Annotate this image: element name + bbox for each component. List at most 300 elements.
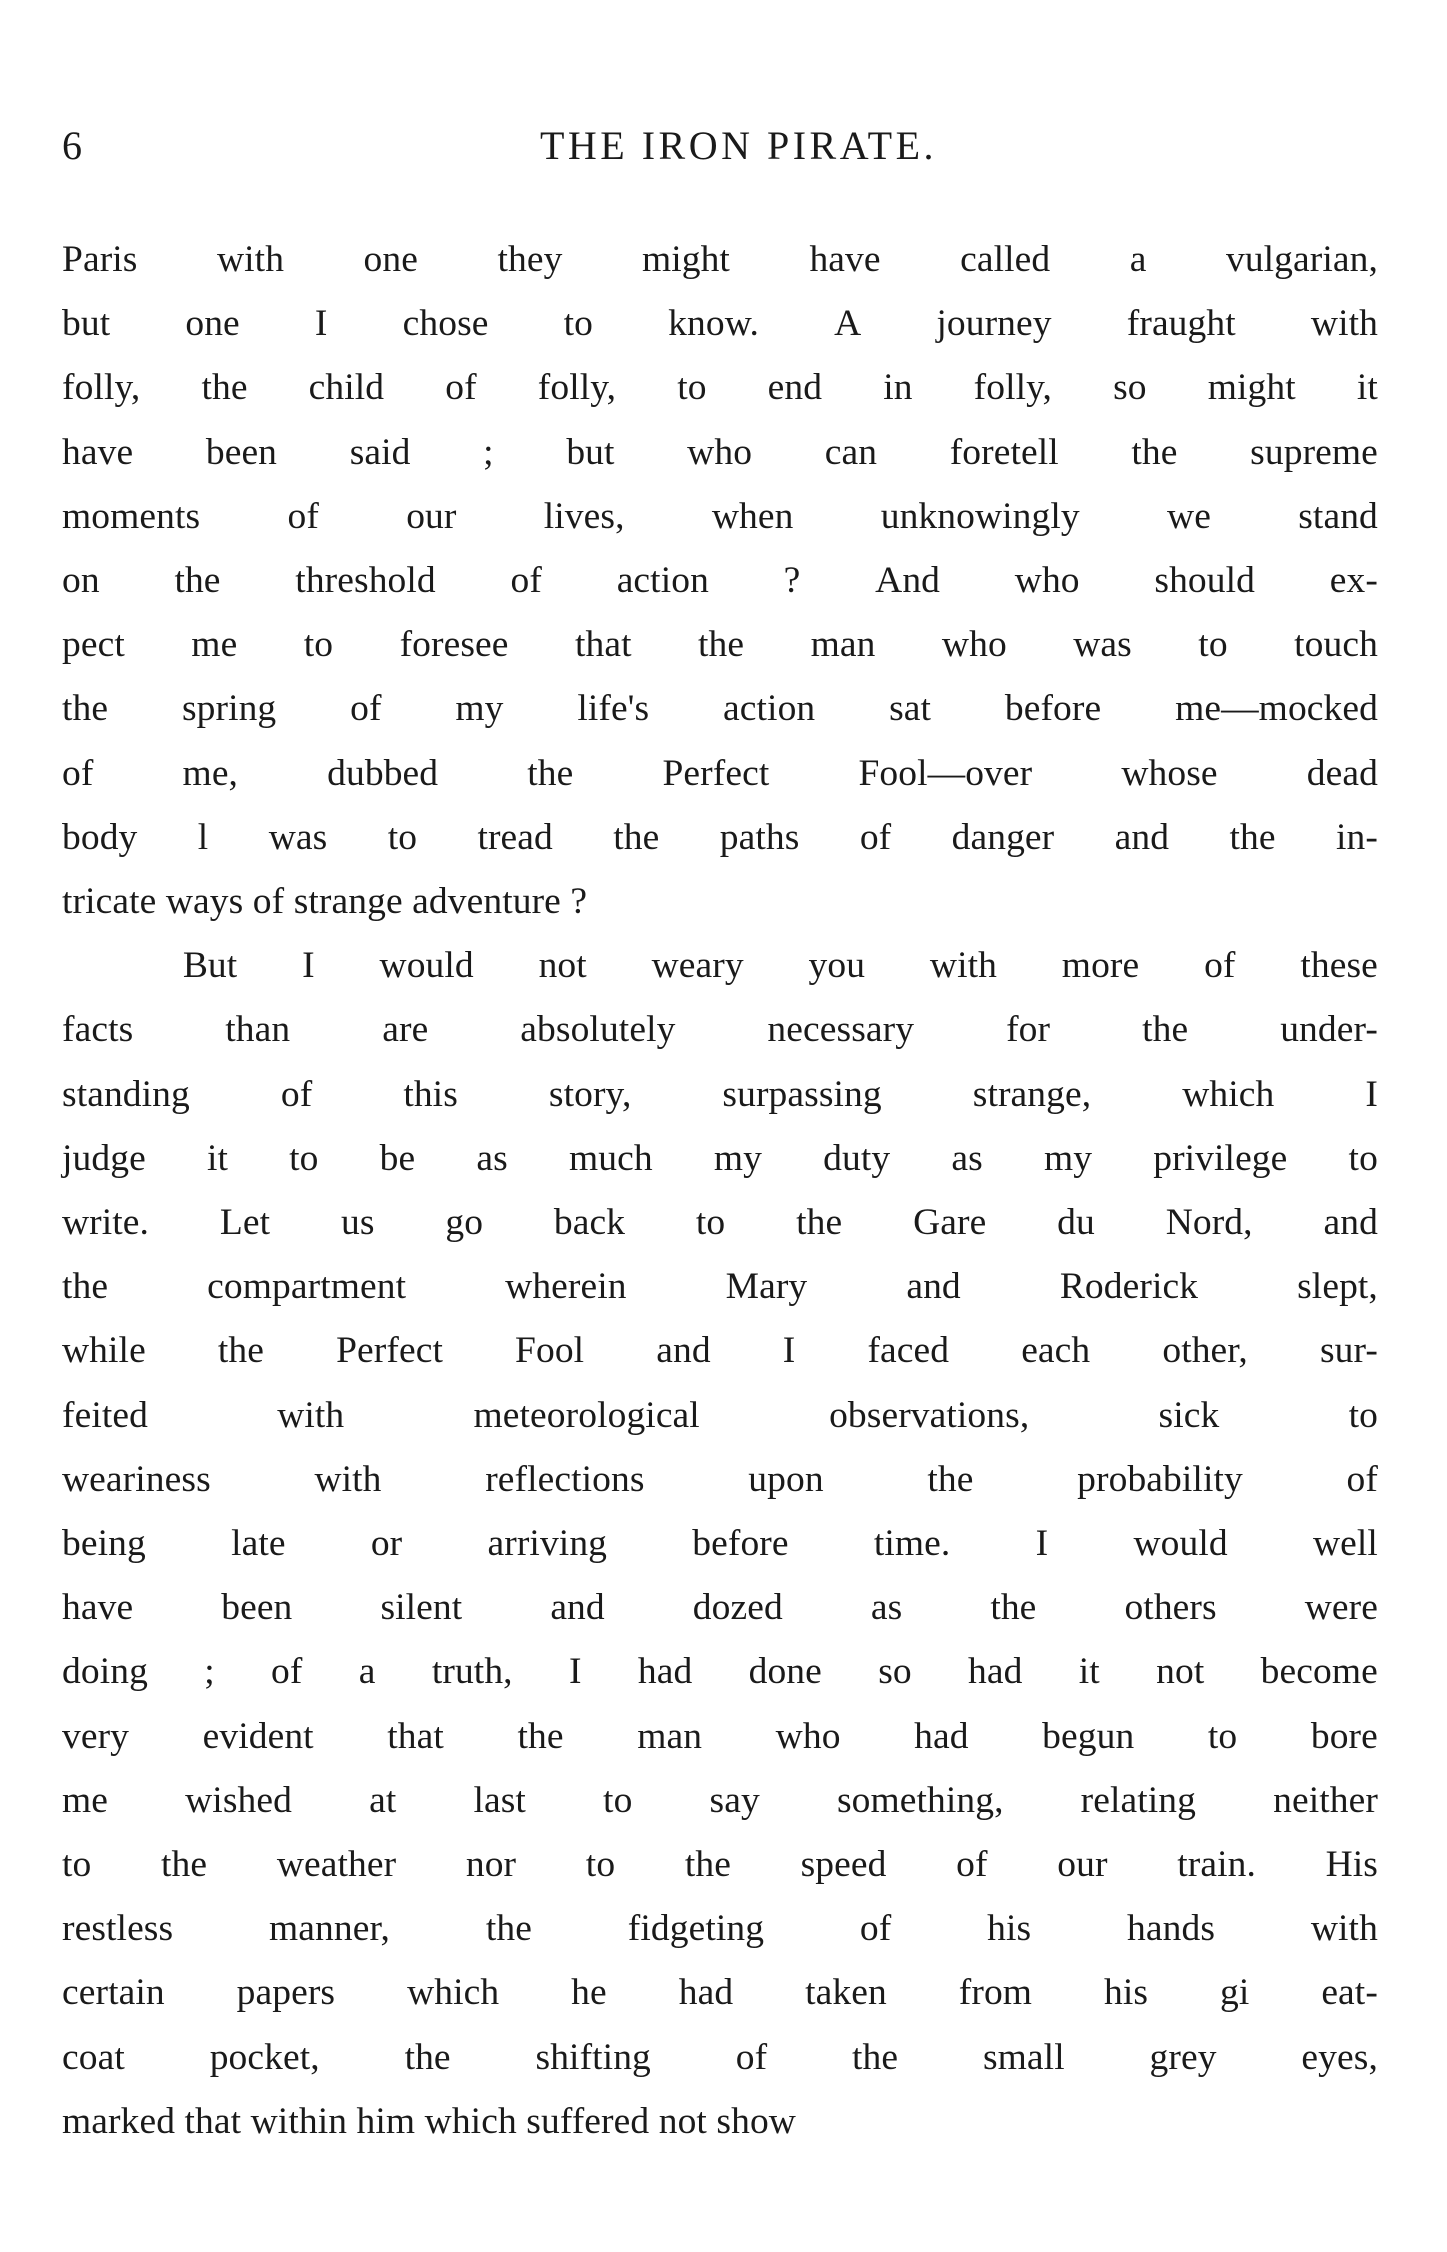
word: as: [476, 1137, 508, 1179]
word: the: [1131, 431, 1178, 473]
word: life's: [577, 688, 650, 730]
word: a: [358, 1651, 376, 1693]
word: I: [568, 1651, 582, 1693]
word: upon: [748, 1458, 824, 1500]
word: should: [1154, 560, 1256, 602]
word: end: [767, 367, 823, 409]
word: restless: [62, 1908, 174, 1950]
word: who: [687, 431, 753, 473]
word: last: [473, 1779, 526, 1821]
word: can: [824, 431, 878, 473]
word: whose: [1121, 752, 1218, 794]
word: judge: [62, 1137, 146, 1179]
word: I: [1365, 1073, 1378, 1115]
word: of: [1204, 945, 1236, 987]
word: they: [497, 239, 563, 280]
word: probability: [1077, 1458, 1243, 1500]
text-line: [62, 1127, 1378, 1191]
word: unknowingly: [880, 495, 1080, 537]
word: shifting: [535, 2036, 651, 2078]
word: faced: [867, 1330, 950, 1372]
word: be: [379, 1137, 416, 1179]
word: the: [1229, 816, 1276, 858]
word: to: [1348, 1394, 1378, 1436]
word: and: [1323, 1202, 1378, 1244]
word: and: [906, 1266, 961, 1308]
text-line: [62, 228, 1378, 292]
text-line: marked that within him which suffered not show: [62, 2100, 796, 2142]
word: with: [1310, 1908, 1378, 1950]
word: but: [566, 431, 615, 473]
text-line: [62, 421, 1378, 485]
word: our: [1057, 1844, 1108, 1886]
text-line: [62, 742, 1378, 806]
word: ?: [783, 560, 801, 602]
word: done: [748, 1651, 822, 1693]
word: weary: [651, 945, 744, 987]
word: when: [711, 495, 794, 537]
word: begun: [1042, 1715, 1135, 1757]
word: become: [1260, 1651, 1378, 1693]
text-line: [62, 1063, 1378, 1127]
word: weariness: [62, 1458, 211, 1500]
word: sick: [1158, 1394, 1220, 1436]
word: And: [875, 560, 941, 602]
page-number: 6: [62, 123, 83, 168]
word: that: [387, 1715, 444, 1757]
word: I: [1035, 1523, 1049, 1565]
word: or: [370, 1523, 403, 1565]
word: sur-: [1319, 1330, 1378, 1372]
word: silent: [380, 1587, 463, 1629]
word: threshold: [295, 560, 436, 602]
word: in: [883, 367, 913, 409]
word: than: [225, 1009, 291, 1051]
word: absolutely: [520, 1009, 676, 1051]
word: relating: [1080, 1779, 1197, 1821]
word: doing: [62, 1651, 148, 1693]
word: to: [289, 1137, 319, 1179]
word: fraught: [1126, 303, 1236, 345]
word: the: [613, 816, 660, 858]
word: me—mocked: [1175, 688, 1378, 730]
text-line: tricate ways of strange adventure ?: [62, 881, 588, 923]
word: foresee: [399, 624, 509, 666]
word: to: [603, 1779, 633, 1821]
word: was: [1073, 624, 1132, 666]
word: the: [62, 1266, 109, 1308]
word: had: [968, 1651, 1023, 1693]
word: necessary: [767, 1009, 915, 1051]
word: dozed: [692, 1587, 783, 1629]
word: who: [775, 1715, 841, 1757]
word: feited: [62, 1394, 148, 1436]
word: Gare: [913, 1202, 987, 1244]
text-line: [62, 2026, 1378, 2090]
text-line: [62, 1512, 1378, 1576]
word: while: [62, 1330, 146, 1372]
word: so: [1113, 367, 1147, 409]
word: the: [217, 1330, 265, 1372]
word: small: [982, 2036, 1065, 2078]
word: dead: [1306, 752, 1378, 794]
text-line: [62, 1191, 1378, 1255]
word: might: [1207, 367, 1296, 409]
word: to: [62, 1844, 92, 1886]
word: called: [960, 239, 1051, 280]
word: are: [382, 1009, 429, 1051]
text-line: [62, 677, 1378, 741]
word: it: [206, 1137, 229, 1179]
word: bore: [1310, 1715, 1378, 1757]
word: duty: [823, 1137, 891, 1179]
word: of: [280, 1073, 313, 1115]
word: had: [914, 1715, 969, 1757]
word: at: [369, 1779, 397, 1821]
word: Roderick: [1059, 1266, 1199, 1308]
word: have: [62, 431, 134, 473]
word: these: [1300, 945, 1378, 987]
word: His: [1325, 1844, 1378, 1886]
word: have: [809, 239, 881, 280]
word: Paris: [62, 239, 138, 280]
word: folly,: [62, 367, 141, 409]
word: the: [404, 2036, 451, 2078]
word: back: [553, 1202, 626, 1244]
text-line: [62, 613, 1378, 677]
word: surpassing: [722, 1073, 882, 1115]
word: paths: [719, 816, 800, 858]
word: meteorological: [473, 1394, 700, 1436]
word: would: [379, 945, 474, 987]
word: very: [62, 1715, 130, 1757]
word: certain: [62, 1972, 165, 2014]
word: which: [407, 1972, 500, 2014]
word: reflections: [485, 1458, 645, 1500]
word: were: [1304, 1587, 1378, 1629]
word: that: [574, 624, 632, 666]
word: me,: [182, 752, 239, 794]
word: say: [709, 1779, 760, 1821]
word: I: [302, 945, 315, 987]
word: coat: [62, 2036, 125, 2078]
word: lives,: [543, 495, 625, 537]
word: would: [1133, 1523, 1228, 1565]
word: of: [510, 560, 542, 602]
word: before: [692, 1523, 789, 1565]
word: evident: [202, 1715, 314, 1757]
word: to: [563, 303, 594, 345]
word: pocket,: [209, 2036, 320, 2078]
word: my: [455, 688, 504, 730]
word: who: [941, 624, 1007, 666]
word: of: [1346, 1458, 1378, 1500]
word: spring: [181, 688, 277, 730]
word: to: [1207, 1715, 1238, 1757]
word: body: [62, 816, 138, 858]
word: other,: [1162, 1330, 1248, 1372]
word: of: [859, 816, 892, 858]
word: Perfect: [336, 1330, 443, 1372]
word: danger: [951, 816, 1055, 858]
word: vulgarian,: [1225, 239, 1378, 280]
word: du: [1057, 1202, 1095, 1244]
word: gi: [1220, 1972, 1250, 2014]
text-line: [62, 934, 1378, 998]
paragraph: [62, 934, 1378, 2154]
text-line: [62, 1640, 1378, 1704]
word: the: [990, 1587, 1037, 1629]
word: Fool—over: [858, 752, 1033, 794]
word: neither: [1273, 1779, 1378, 1821]
word: in-: [1335, 816, 1378, 858]
word: the: [698, 624, 745, 666]
word: Perfect: [662, 752, 770, 794]
word: stand: [1298, 495, 1378, 537]
word: strange,: [972, 1073, 1092, 1115]
word: and: [1114, 816, 1170, 858]
word: as: [870, 1587, 903, 1629]
word: story,: [548, 1073, 632, 1115]
word: our: [406, 495, 457, 537]
word: with: [314, 1458, 382, 1500]
word: folly,: [537, 367, 617, 409]
word: so: [878, 1651, 912, 1693]
word: standing: [62, 1073, 190, 1115]
word: others: [1124, 1587, 1217, 1629]
word: he: [571, 1972, 607, 2014]
text-line: [62, 485, 1378, 549]
text-line: [62, 1769, 1378, 1833]
word: well: [1312, 1523, 1378, 1565]
word: observations,: [829, 1394, 1030, 1436]
word: know.: [668, 303, 759, 345]
word: the: [852, 2036, 899, 2078]
word: my: [713, 1137, 762, 1179]
word: hands: [1127, 1908, 1216, 1950]
word: folly,: [973, 367, 1053, 409]
word: I: [314, 303, 328, 345]
word: truth,: [431, 1651, 513, 1693]
text-line: [62, 549, 1378, 613]
word: to: [1348, 1137, 1378, 1179]
word: the: [201, 367, 248, 409]
text-line: [62, 1384, 1378, 1448]
word: compartment: [207, 1266, 407, 1308]
word: man: [810, 624, 876, 666]
word: we: [1167, 495, 1211, 537]
word: time.: [873, 1523, 951, 1565]
word: it: [1356, 367, 1378, 409]
word: you: [808, 945, 866, 987]
word: us: [340, 1202, 375, 1244]
word: something,: [836, 1779, 1004, 1821]
word: not: [1156, 1651, 1205, 1693]
text-line: [62, 998, 1378, 1062]
word: my: [1043, 1137, 1093, 1179]
word: but: [62, 303, 111, 345]
word: facts: [62, 1009, 134, 1051]
word: taken: [805, 1972, 887, 2014]
word: chose: [402, 303, 489, 345]
word: on: [62, 560, 100, 602]
paragraph: [62, 228, 1378, 934]
page-body: [62, 228, 1378, 2154]
word: the: [1142, 1009, 1189, 1051]
word: dubbed: [327, 752, 439, 794]
text-line: [62, 1897, 1378, 1961]
word: which: [1182, 1073, 1275, 1115]
word: with: [216, 239, 285, 280]
word: ;: [204, 1651, 215, 1693]
word: fidgeting: [627, 1908, 765, 1950]
word: of: [735, 2036, 768, 2078]
word: have: [62, 1587, 134, 1629]
word: who: [1014, 560, 1080, 602]
word: tread: [477, 816, 553, 858]
word: to: [303, 624, 334, 666]
word: and: [550, 1587, 605, 1629]
word: the: [485, 1908, 532, 1950]
word: to: [1198, 624, 1228, 666]
word: privilege: [1153, 1137, 1288, 1179]
word: nor: [465, 1844, 517, 1886]
word: to: [677, 367, 707, 409]
word: the: [161, 1844, 208, 1886]
word: A: [834, 303, 862, 345]
word: wished: [185, 1779, 292, 1821]
word: go: [445, 1202, 484, 1244]
word: of: [271, 1651, 303, 1693]
word: to: [585, 1844, 616, 1886]
text-line: [62, 1705, 1378, 1769]
word: of: [62, 752, 94, 794]
running-title: THE IRON PIRATE.: [539, 123, 938, 168]
word: as: [951, 1137, 983, 1179]
word: his: [1104, 1972, 1149, 2014]
word: l: [197, 816, 209, 858]
word: eyes,: [1301, 2036, 1378, 2078]
word: with: [277, 1394, 345, 1436]
text-line: [62, 806, 1378, 870]
word: write.: [62, 1202, 150, 1244]
word: touch: [1294, 624, 1378, 666]
word: each: [1021, 1330, 1091, 1372]
text-line: [62, 356, 1378, 420]
word: manner,: [269, 1908, 391, 1950]
word: for: [1006, 1009, 1051, 1051]
word: grey: [1149, 2036, 1217, 2078]
word: the: [927, 1458, 974, 1500]
text-line: [62, 1576, 1378, 1640]
word: had: [637, 1651, 693, 1693]
word: But: [182, 945, 238, 987]
text-line: [62, 1319, 1378, 1383]
text-line: [62, 1833, 1378, 1897]
word: more: [1061, 945, 1140, 987]
word: speed: [800, 1844, 887, 1886]
word: moments: [62, 495, 201, 537]
word: I: [782, 1330, 796, 1372]
word: before: [1004, 688, 1102, 730]
word: sat: [889, 688, 932, 730]
word: me: [191, 624, 238, 666]
word: to: [387, 816, 418, 858]
paragraph-indent: [62, 934, 118, 998]
word: action: [723, 688, 816, 730]
word: arriving: [487, 1523, 608, 1565]
word: Fool: [515, 1330, 585, 1372]
page-header: [62, 118, 1385, 174]
word: of: [350, 688, 382, 730]
word: with: [1310, 303, 1378, 345]
word: eat-: [1321, 1972, 1378, 2014]
word: man: [637, 1715, 703, 1757]
word: had: [678, 1972, 734, 2014]
text-line: [62, 1255, 1378, 1319]
word: the: [527, 752, 574, 794]
word: slept,: [1297, 1266, 1378, 1308]
word: papers: [236, 1972, 336, 2014]
word: of: [956, 1844, 988, 1886]
word: ;: [483, 431, 494, 473]
word: journey: [936, 303, 1052, 345]
word: been: [221, 1587, 293, 1629]
word: was: [268, 816, 328, 858]
word: me: [62, 1779, 109, 1821]
word: of: [445, 367, 477, 409]
word: train.: [1177, 1844, 1256, 1886]
word: of: [287, 495, 319, 537]
text-line: [62, 1961, 1378, 2025]
word: under-: [1280, 1009, 1378, 1051]
text-line: [62, 292, 1378, 356]
word: weather: [276, 1844, 397, 1886]
word: late: [231, 1523, 286, 1565]
word: said: [349, 431, 411, 473]
word: wherein: [505, 1266, 627, 1308]
word: from: [958, 1972, 1033, 2014]
word: not: [538, 945, 587, 987]
word: and: [656, 1330, 711, 1372]
word: supreme: [1250, 431, 1378, 473]
word: the: [62, 688, 109, 730]
word: a: [1129, 239, 1147, 280]
word: Let: [219, 1202, 271, 1244]
word: ex-: [1329, 560, 1378, 602]
word: this: [403, 1073, 458, 1115]
word: child: [308, 367, 385, 409]
word: the: [684, 1844, 731, 1886]
word: Mary: [725, 1266, 808, 1308]
word: with: [929, 945, 997, 987]
word: might: [641, 239, 730, 280]
text-line: [62, 1448, 1378, 1512]
word: to: [695, 1202, 726, 1244]
word: his: [987, 1908, 1032, 1950]
word: of: [859, 1908, 892, 1950]
word: being: [62, 1523, 146, 1565]
word: foretell: [949, 431, 1059, 473]
word: pect: [62, 624, 125, 666]
word: been: [205, 431, 278, 473]
word: the: [796, 1202, 843, 1244]
word: much: [569, 1137, 653, 1179]
word: it: [1078, 1651, 1100, 1693]
word: the: [517, 1715, 564, 1757]
word: the: [174, 560, 221, 602]
word: Nord,: [1165, 1202, 1253, 1244]
